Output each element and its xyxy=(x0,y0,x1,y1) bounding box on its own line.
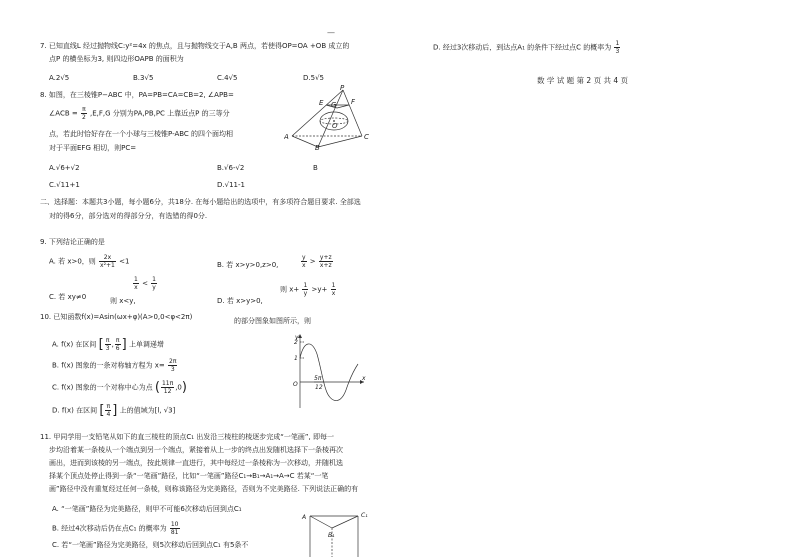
label-o: O xyxy=(332,122,338,130)
q11-line3: 画出，进而到该棱的另一端点，按此规律一直进行，其中每经过一条棱称为一次移动，并随机选 xyxy=(49,459,343,467)
label-c: C xyxy=(364,133,369,141)
label-f: F xyxy=(351,98,356,106)
prism-label-a: A xyxy=(302,514,307,521)
q10-option-c: C. f(x) 图象的一个对称中心为点 ( $\frac{11\pi}{12}$ ,0) xyxy=(52,379,187,395)
q7-option-c: C.4√5 xyxy=(217,74,238,82)
q8-line2 xyxy=(49,106,230,121)
q9-option-c-ineq: 则 x<y, xyxy=(110,297,136,305)
q7-line2: 点P 的横坐标为3, 则四边形OAPB 的面积为 xyxy=(49,55,184,63)
label-b: B xyxy=(315,144,320,150)
graph-x-tick-num: 5π xyxy=(314,375,322,382)
q8-line4: 对于平面EFG 相切，则PC= xyxy=(49,144,137,152)
q11-option-c: C. 若“一笔画”路径为完美路径，则5次移动后回到点C₁ 有5条不 xyxy=(52,541,249,549)
q8-option-a: A.√6+√2 xyxy=(49,164,80,172)
header-dash: — xyxy=(327,28,335,37)
section2-line2: 对的得6分，部分选对的得部分分，有选错的得0分. xyxy=(49,212,208,220)
graph-origin: O xyxy=(293,381,298,388)
q11-line4: 择某个顶点处停止得到一条“一笔画”路径，比如“一笔画”路径C₁→B₁→A₁→A→C 若某“一笔 xyxy=(49,472,329,480)
graph-x-tick-den: 12 xyxy=(315,384,323,391)
prism-label-c1: C₁ xyxy=(361,512,368,519)
page-footer: 数 学 试 题 第 2 页 共 4 页 xyxy=(537,76,628,85)
q7-line1: 7. 已知直线L 经过抛物线C:y²=4x 的焦点，且与抛物线交于A,B 两点，若使得OP=OA +OB 成立的 xyxy=(40,42,350,50)
q8-option-d: D.√11-1 xyxy=(217,181,245,189)
q10-option-d: D. f(x) 在区间 [ $\frac{\pi}{4}$ ] 上的值域为[l, √3] xyxy=(52,402,176,418)
prism-label-b1: B₁ xyxy=(328,532,335,539)
q8-option-b: B.√6-√2 xyxy=(217,164,245,172)
q8-angle: ∠ACB = xyxy=(49,109,78,118)
q9-option-d: D. 若 x>y>0, xyxy=(217,297,263,305)
section2-line1: 二、选择题：本题共3小题，每小题6分，共18分. 在每小题给出的选项中，有多项符合题目要求. 全部选 xyxy=(40,198,361,206)
label-p: P xyxy=(340,84,345,92)
q11-option-a: A. “一笔画”路径为完美路径，则甲不可能6次移动后回到点C₁ xyxy=(52,505,242,513)
q7-option-b: B.3√5 xyxy=(133,74,154,82)
q8-option-b-mark: B xyxy=(313,164,318,172)
q10-line1b: 的部分图象如图所示，则 xyxy=(234,317,311,325)
q7-option-d: D.5√5 xyxy=(303,74,324,82)
q8-line1: 8. 如图，在三棱锥P−ABC 中，PA=PB=CA=CB=2, ∠APB= xyxy=(40,91,234,99)
q11-line1: 11. 甲同学用一支铅笔从如下的直三棱柱的顶点C₁ 出发沿三棱柱的棱逐步完成“一笔画”, 即每一 xyxy=(40,433,334,441)
prism-figure xyxy=(300,508,380,557)
q9-option-c: C. 若 xy≠0 xyxy=(49,293,87,301)
q9-option-d-ineq: 则 x+ $\frac{1}{y}$ >y+ $\frac{1}{x}$ xyxy=(280,282,336,297)
q11-line5: 画”路径中没有重复经过任何一条棱，则称该路径为完美路径，否则为不完美路径. 下列说法正确的有 xyxy=(49,485,359,493)
q8-option-c: C.√11+1 xyxy=(49,181,80,189)
q10-option-b: B. f(x) 图象的一条对称轴方程为 x= $\frac{2\pi}{3}$ xyxy=(52,358,177,373)
q7-option-a: A.2√5 xyxy=(49,74,70,82)
label-a: A xyxy=(284,133,289,141)
q8-line3: 点，若此时恰好存在一个小球与三棱锥P-ABC 的四个面均相 xyxy=(49,130,234,138)
q8-fraction: $\frac{\pi}{2}$ xyxy=(81,106,86,121)
q8-line2-rest: ,E,F,G 分别为PA,PB,PC 上靠近点P 的三等分 xyxy=(90,109,230,118)
q9-option-b-ineq: $\frac{y}{x}$ > $\frac{y+z}{x+z}$ xyxy=(302,254,332,269)
q9-option-b: B. 若 x>y>0,z>0, xyxy=(217,261,279,269)
q10-line1: 10. 已知函数f(x)=Asin(ωx+φ)(A>0,0<φ<2π) xyxy=(40,313,193,321)
graph-tick-2: 2 xyxy=(294,339,298,346)
graph-y-label: y xyxy=(295,334,299,341)
label-g: G xyxy=(331,101,337,109)
right-option-d: D. 经过3次移动后，到达点A₁ 的条件下经过点C 的概率为 $\frac{1}{3}$ xyxy=(433,40,620,55)
pyramid-figure xyxy=(284,84,384,150)
label-e: E xyxy=(319,99,324,107)
q9-option-a: A. 若 x>0，则 $\frac{2x}{\text{x²+1}}$ <1 xyxy=(49,254,130,269)
q10-option-a: A. f(x) 在区间 [ $\frac{\pi}{3}$ , $\frac{\pi}{6}$ ] 上单调递增 xyxy=(52,336,164,352)
q11-line2: 步均沿着某一条棱从一个端点到另一个端点，紧接着从上一步的终点出发随机选择下一条棱再次 xyxy=(49,446,343,454)
q9-title: 9. 下列结论正确的是 xyxy=(40,238,105,246)
graph-tick-1: 1 xyxy=(294,355,298,362)
sine-graph xyxy=(290,330,370,410)
q9-recip-compare: $\frac{1}{x}$ < $\frac{1}{y}$ xyxy=(134,276,156,291)
graph-x-label: x xyxy=(362,375,366,382)
q11-option-b: B. 经过4次移动后仍在点C₁ 的概率为 $\frac{10}{81}$ xyxy=(52,521,179,536)
